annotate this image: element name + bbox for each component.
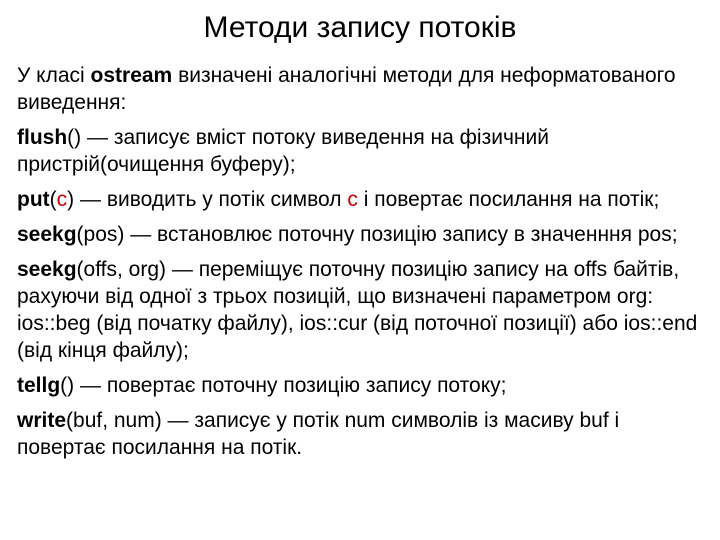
intro-text-post: визначені аналогічні методи для неформатованого виведення: [17, 64, 676, 114]
put-description-post: і повертає посилання на потік; [357, 188, 660, 211]
put-open-paren: ( [49, 188, 57, 211]
intro-text-pre: У класі [17, 64, 91, 87]
slide-title: Методи запису потоків [203, 11, 517, 44]
keyword-seekg: seekg [17, 258, 77, 281]
paragraph-intro [17, 62, 707, 116]
seekg-offs-description: (offs, org) — переміщує поточну позицію запису на offs байтів, рахуючи від одної з трьох позицій, що визначені параметром org: ios::beg (від початку файлу), ios::cur (від поточної позиції) або ios::end (від кінця файлу); [17, 258, 698, 362]
put-description-mid: ) — виводить у потік символ [67, 188, 348, 211]
tellg-description: () — повертає поточну позицію запису потоку; [60, 374, 507, 397]
write-description: (buf, num) — записує у потік num символів із масиву buf і повертає посилання на потік. [17, 409, 620, 459]
keyword-write: write [17, 409, 67, 432]
put-argument-c: c [56, 188, 68, 211]
paragraph-tellg [17, 372, 707, 399]
keyword-put: put [17, 188, 50, 211]
paragraph-seekg-pos [17, 221, 707, 248]
paragraph-put [17, 186, 707, 213]
keyword-ostream: ostream [90, 64, 173, 87]
paragraph-seekg-offs [17, 256, 707, 364]
flush-description: () — записує вміст потоку виведення на фізичний пристрій(очищення буферу); [17, 126, 549, 176]
slide-body [17, 62, 707, 469]
keyword-flush: flush [17, 126, 68, 149]
put-symbol-c: c [347, 188, 358, 211]
paragraph-flush [17, 124, 707, 178]
seekg-pos-description: (pos) — встановлює поточну позицію запису в значенння pos; [76, 223, 678, 246]
keyword-tellg: tellg [17, 374, 61, 397]
paragraph-write [17, 407, 707, 461]
keyword-seekg: seekg [17, 223, 77, 246]
